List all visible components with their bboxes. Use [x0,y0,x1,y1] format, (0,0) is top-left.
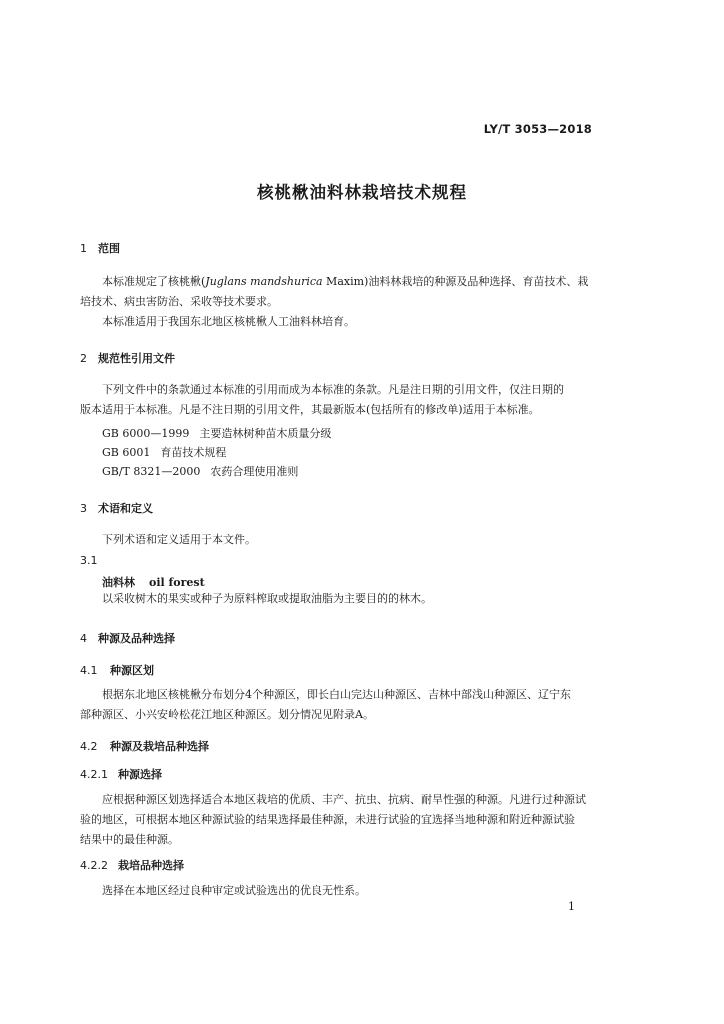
subsection-4-2-1-body [80,790,642,850]
section-1-body [80,272,642,332]
section-title: 种源及品种选择 [98,632,175,645]
text-run: Maxim)油料林栽培的种源及品种选择、育苗技术、栽 [322,275,589,288]
section-title: 种源选择 [118,768,162,781]
subsection-4-2-1-heading [80,766,162,782]
reference-item [102,425,331,441]
paragraph-line: 验的地区，可根据本地区种源试验的结果选择最佳种源，未进行试验的宜选择当地种源和附近种源试验 [80,813,575,826]
paragraph-line [80,272,642,292]
section-number: 1 [80,242,87,255]
paragraph-line: 版本适用于本标准。凡是不注日期的引用文件，其最新版本(包括所有的修改单)适用于本标准。 [80,403,540,416]
section-number: 4 [80,632,87,645]
standard-code: LY/T 3053—2018 [483,122,592,136]
subsection-4-2-2-heading [80,857,184,873]
section-title: 栽培品种选择 [118,859,184,872]
paragraph-line: 结果中的最佳种源。 [80,833,179,846]
subsection-4-1-heading [80,662,154,678]
section-title: 种源区划 [110,664,154,677]
paragraph-line: 下列术语和定义适用于本文件。 [102,533,256,546]
paragraph-line: 下列文件中的条款通过本标准的引用而成为本标准的条款。凡是注日期的引用文件，仅注日期的 [102,383,564,396]
page-number: 1 [568,900,575,913]
reference-item [102,463,298,479]
section-2-heading [80,350,175,366]
term-chinese: 油料林 [102,576,135,589]
term-english: oil forest [149,576,205,589]
section-title: 种源及栽培品种选择 [110,740,209,753]
term-number: 3.1 [80,554,98,567]
section-number: 2 [80,352,87,365]
reference-name: 主要造林树种苗木质量分级 [199,427,332,440]
term-entry [102,574,205,590]
document-title: 核桃楸油料林栽培技术规程 [257,183,467,202]
reference-item [102,444,226,460]
section-3-heading [80,500,153,516]
subsection-4-2-2-body [80,881,642,901]
paragraph-line: 应根据种源区划选择适合本地区栽培的优质、丰产、抗虫、抗病、耐旱性强的种源。凡进行过种源试 [102,793,586,806]
reference-name: 农药合理使用准则 [210,465,299,478]
reference-code: GB 6000—1999 [102,427,190,440]
section-number: 3 [80,502,87,515]
reference-code: GB 6001 [102,446,151,459]
section-number: 4.2 [80,740,98,753]
paragraph-line: 部种源区、小兴安岭松花江地区种源区。划分情况见附录A。 [80,708,374,721]
subsection-4-2-heading [80,738,209,754]
section-title: 规范性引用文件 [98,352,175,365]
reference-code: GB/T 8321—2000 [102,465,201,478]
section-4-heading [80,630,175,646]
subsection-4-1-body [80,685,642,725]
section-1-heading [80,240,120,256]
text-run: 本标准规定了核桃楸( [102,275,206,288]
paragraph-line: 培技术、病虫害防治、采收等技术要求。 [80,295,278,308]
section-number: 4.1 [80,664,98,677]
term-definition [80,589,642,609]
section-3-intro [80,530,642,550]
paragraph-line: 本标准适用于我国东北地区核桃楸人工油料林培育。 [102,315,355,328]
section-title: 术语和定义 [98,502,153,515]
section-number: 4.2.2 [80,859,108,872]
species-latin-name: Juglans mandshurica [205,275,323,288]
paragraph-line: 根据东北地区核桃楸分布划分4个种源区，即长白山完达山种源区、吉林中部浅山种源区、辽宁东 [102,688,571,701]
paragraph-line: 以采收树木的果实或种子为原料榨取或提取油脂为主要目的的林木。 [102,592,432,605]
section-number: 4.2.1 [80,768,108,781]
section-2-body [80,380,642,420]
section-title: 范围 [98,242,120,255]
reference-name: 育苗技术规程 [160,446,227,459]
paragraph-line: 选择在本地区经过良种审定或试验选出的优良无性系。 [102,884,366,897]
